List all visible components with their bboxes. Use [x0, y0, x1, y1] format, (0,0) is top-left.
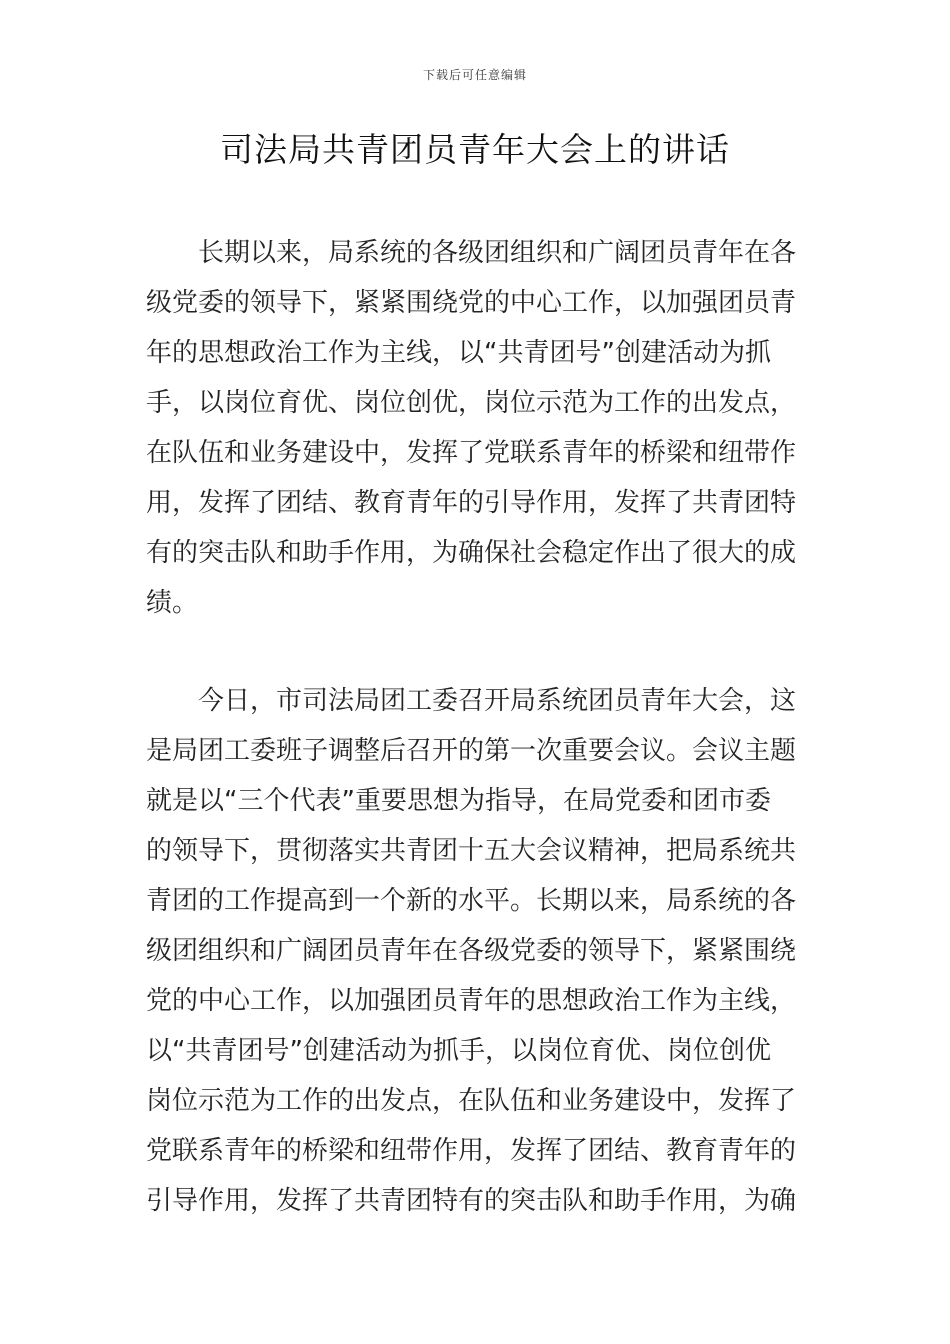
paragraph-line: 的领导下，贯彻落实共青团十五大会议精神，把局系统共 — [146, 836, 797, 866]
paragraph-line: 以“共青团号”创建活动为抓手，以岗位育优、岗位创优 — [146, 1036, 771, 1066]
paragraph-line: 级团组织和广阔团员青年在各级党委的领导下，紧紧围绕 — [146, 936, 797, 966]
paragraph-line: 在队伍和业务建设中，发挥了党联系青年的桥梁和纽带作 — [146, 438, 797, 468]
paragraph-line: 有的突击队和助手作用，为确保社会稳定作出了很大的成 — [146, 538, 797, 568]
paragraph-line: 就是以“三个代表”重要思想为指导，在局党委和团市委 — [146, 786, 771, 816]
paragraph-line: 级党委的领导下，紧紧围绕党的中心工作，以加强团员青 — [146, 288, 797, 318]
paragraph-line: 引导作用，发挥了共青团特有的突击队和助手作用，为确 — [146, 1186, 797, 1216]
paragraph-line: 绩。 — [146, 588, 199, 618]
paragraph-line: 青团的工作提高到一个新的水平。长期以来，局系统的各 — [146, 886, 797, 916]
document-title: 司法局共青团员青年大会上的讲话 — [220, 130, 730, 169]
paragraph-1 — [146, 228, 806, 628]
header-note: 下载后可任意编辑 — [422, 68, 527, 82]
paragraph-2 — [146, 676, 806, 1226]
paragraph-line: 是局团工委班子调整后召开的第一次重要会议。会议主题 — [146, 736, 797, 766]
paragraph-line: 党的中心工作，以加强团员青年的思想政治工作为主线， — [146, 986, 797, 1016]
paragraph-line: 用，发挥了团结、教育青年的引导作用，发挥了共青团特 — [146, 488, 797, 518]
paragraph-line: 年的思想政治工作为主线，以“共青团号”创建活动为抓 — [146, 338, 771, 368]
paragraph-line: 今日，市司法局团工委召开局系统团员青年大会，这 — [198, 686, 797, 716]
paragraph-line: 岗位示范为工作的出发点，在队伍和业务建设中，发挥了 — [146, 1086, 797, 1116]
paragraph-line: 党联系青年的桥梁和纽带作用，发挥了团结、教育青年的 — [146, 1136, 797, 1166]
paragraph-line: 长期以来，局系统的各级团组织和广阔团员青年在各 — [198, 238, 797, 268]
paragraph-line: 手，以岗位育优、岗位创优，岗位示范为工作的出发点， — [146, 388, 797, 418]
